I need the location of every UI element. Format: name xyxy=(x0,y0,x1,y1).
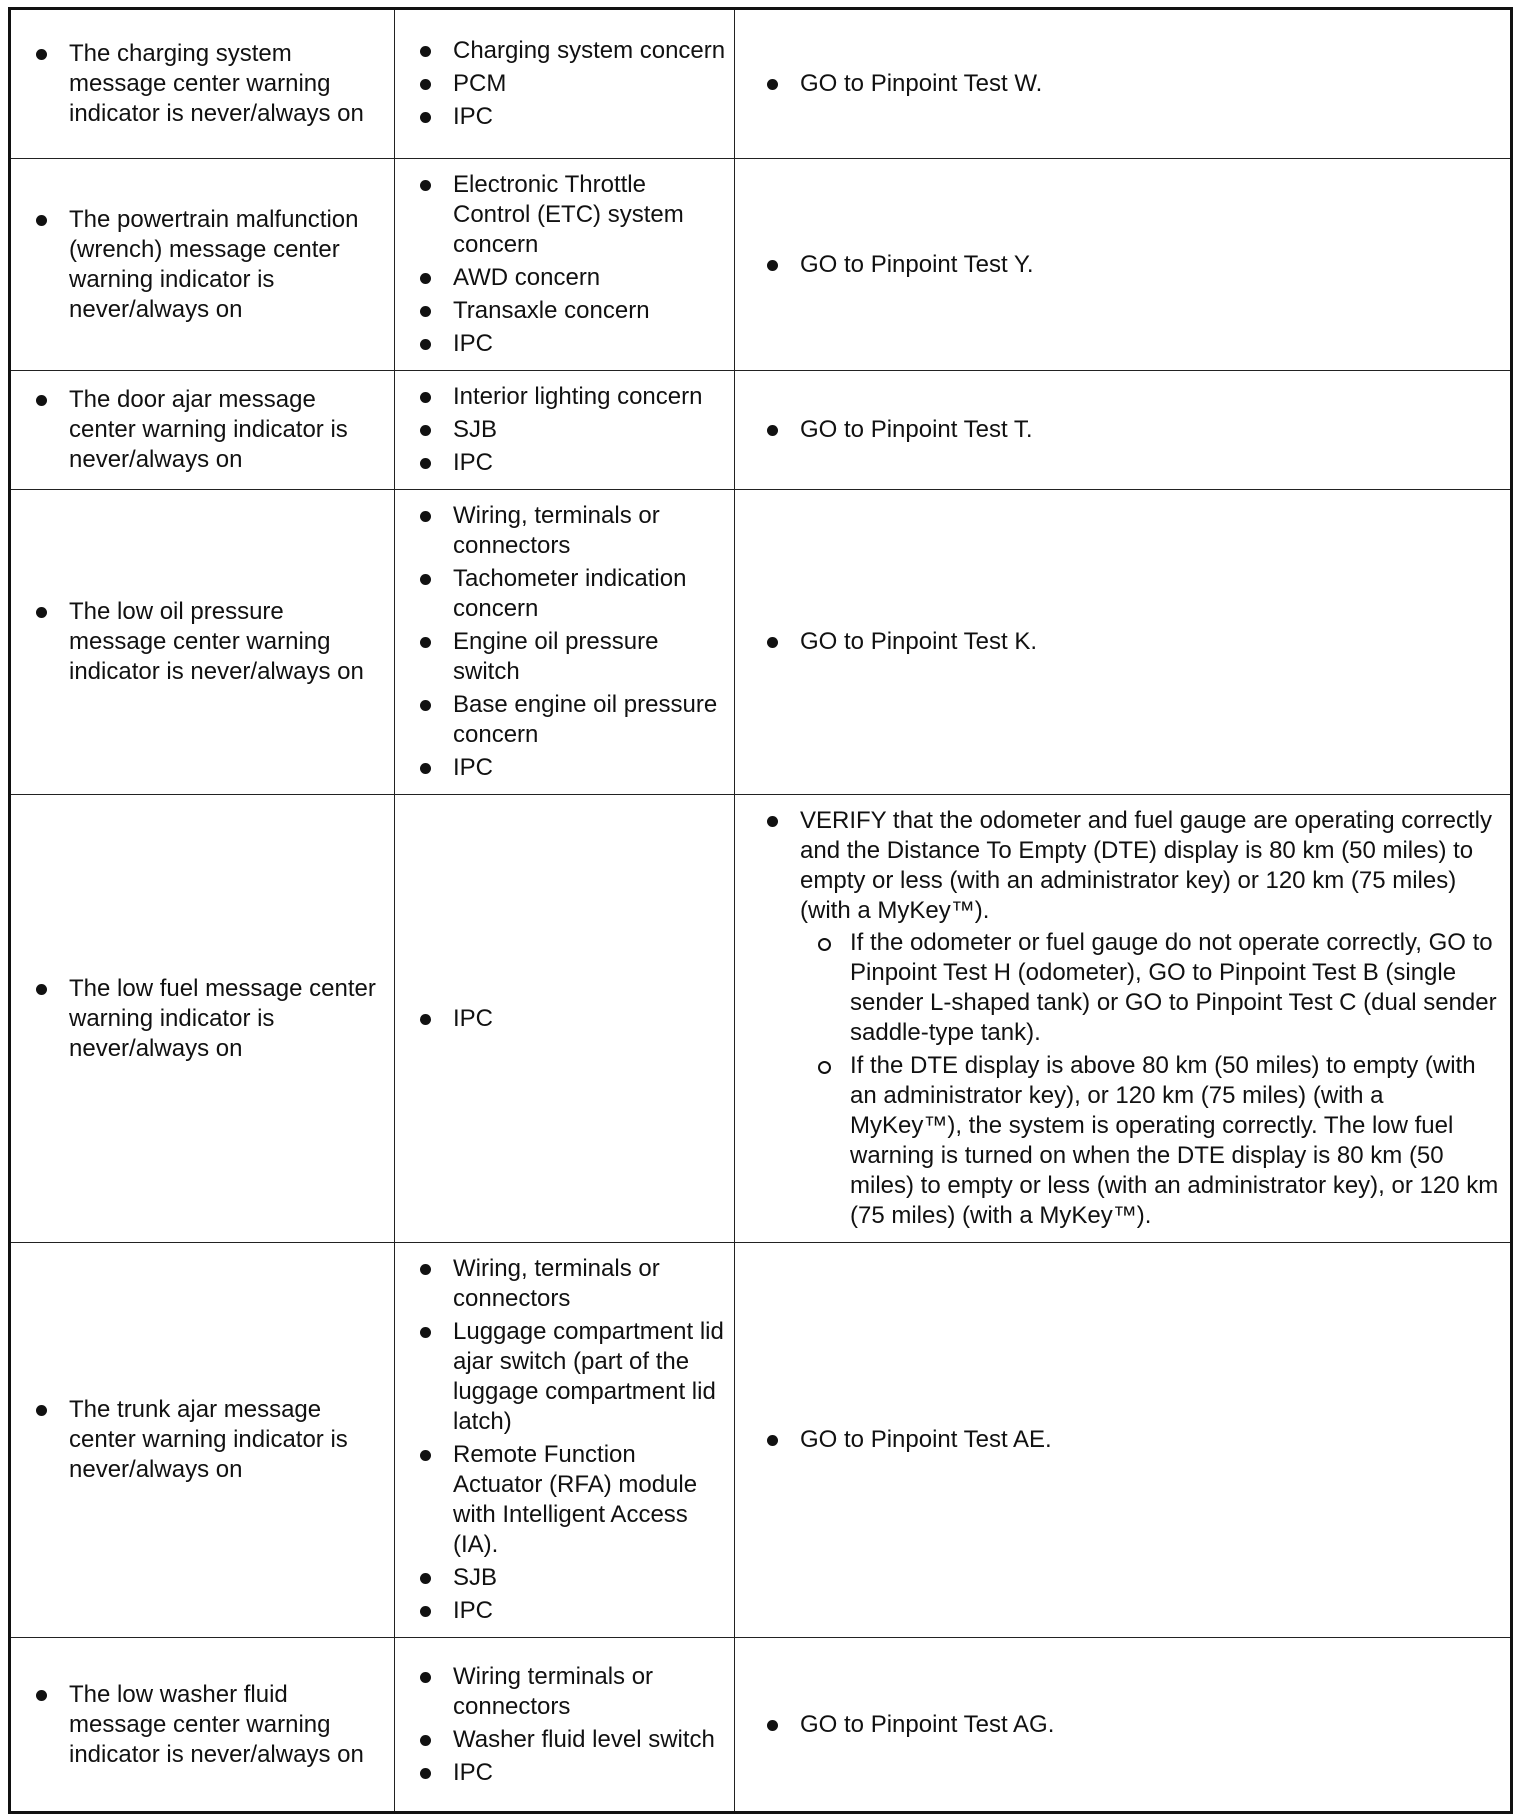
symptom-cell xyxy=(10,795,395,1243)
possible-source-item: IPC xyxy=(403,329,726,359)
symptom-text: The low fuel message center warning indicator is never/always on xyxy=(19,974,386,1064)
possible-source-item: Electronic Throttle Control (ETC) system concern xyxy=(403,170,726,260)
table-row xyxy=(10,795,1512,1243)
action-cell xyxy=(735,490,1512,795)
possible-source-cell xyxy=(395,159,735,371)
table-row xyxy=(10,1638,1512,1813)
symptom-cell xyxy=(10,371,395,490)
action-cell xyxy=(735,1638,1512,1813)
possible-source-item: Engine oil pressure switch xyxy=(403,627,726,687)
possible-source-item: Transaxle concern xyxy=(403,296,726,326)
possible-source-item: Wiring, terminals or connectors xyxy=(403,1254,726,1314)
possible-source-item: Wiring terminals or connectors xyxy=(403,1662,726,1722)
possible-source-item: IPC xyxy=(403,1758,726,1788)
action-text: GO to Pinpoint Test Y. xyxy=(743,250,1502,280)
symptom-cell xyxy=(10,490,395,795)
symptom-text: The powertrain malfunction (wrench) message center warning indicator is never/always on xyxy=(19,205,386,325)
possible-source-cell xyxy=(395,371,735,490)
possible-source-item: Luggage compartment lid ajar switch (part of the luggage compartment lid latch) xyxy=(403,1317,726,1437)
table-row xyxy=(10,371,1512,490)
action-text: GO to Pinpoint Test W. xyxy=(743,69,1502,99)
action-item xyxy=(743,806,1502,1231)
symptom-text: The low washer fluid message center warning indicator is never/always on xyxy=(19,1680,386,1770)
possible-source-item: SJB xyxy=(403,1563,726,1593)
table-row xyxy=(10,159,1512,371)
action-text: GO to Pinpoint Test AE. xyxy=(743,1425,1502,1455)
action-cell xyxy=(735,9,1512,159)
action-cell xyxy=(735,1243,1512,1638)
table-row xyxy=(10,9,1512,159)
possible-source-item: Remote Function Actuator (RFA) module with Intelligent Access (IA). xyxy=(403,1440,726,1560)
action-text: GO to Pinpoint Test AG. xyxy=(743,1710,1502,1740)
possible-source-item: Wiring, terminals or connectors xyxy=(403,501,726,561)
possible-source-cell xyxy=(395,1638,735,1813)
symptom-text: The door ajar message center warning indicator is never/always on xyxy=(19,385,386,475)
possible-source-item: Base engine oil pressure concern xyxy=(403,690,726,750)
symptom-chart-body xyxy=(10,9,1512,1813)
action-cell xyxy=(735,371,1512,490)
sub-action-item: If the odometer or fuel gauge do not operate correctly, GO to Pinpoint Test H (odometer), GO to Pinpoint Test B (single sender L-shaped tank) or GO to Pinpoint Test C (dual sender saddle-type tank). xyxy=(800,928,1502,1048)
sub-action-item: If the DTE display is above 80 km (50 miles) to empty (with an administrator key), or 120 km (75 miles) (with a MyKey™), the system is operating correctly. The low fuel warning is turned on when the DTE display is 80 km (50 miles) to empty or less (with an administrator key), or 120 km (75 miles) (with a MyKey™). xyxy=(800,1051,1502,1231)
action-cell xyxy=(735,159,1512,371)
possible-source-cell xyxy=(395,1243,735,1638)
symptom-text: The low oil pressure message center warning indicator is never/always on xyxy=(19,597,386,687)
table-row xyxy=(10,490,1512,795)
possible-source-item: Washer fluid level switch xyxy=(403,1725,726,1755)
possible-source-item: PCM xyxy=(403,69,726,99)
action-text: VERIFY that the odometer and fuel gauge are operating correctly and the Distance To Empty (DTE) display is 80 km (50 miles) to empty or less (with an administrator key) or 120 km (75 miles) (with a MyKey™). xyxy=(800,807,1492,924)
symptom-cell xyxy=(10,1638,395,1813)
action-cell xyxy=(735,795,1512,1243)
symptom-text: The charging system message center warning indicator is never/always on xyxy=(19,39,386,129)
symptom-cell xyxy=(10,159,395,371)
symptom-cell xyxy=(10,1243,395,1638)
possible-source-item: Charging system concern xyxy=(403,36,726,66)
action-text: GO to Pinpoint Test K. xyxy=(743,627,1502,657)
possible-source-item: Interior lighting concern xyxy=(403,382,726,412)
possible-source-item: Tachometer indication concern xyxy=(403,564,726,624)
possible-source-item: AWD concern xyxy=(403,263,726,293)
action-text: GO to Pinpoint Test T. xyxy=(743,415,1502,445)
table-row xyxy=(10,1243,1512,1638)
possible-source-cell xyxy=(395,9,735,159)
possible-source-cell xyxy=(395,490,735,795)
possible-source-item: SJB xyxy=(403,415,726,445)
possible-source-item: IPC xyxy=(403,1596,726,1626)
symptom-text: The trunk ajar message center warning indicator is never/always on xyxy=(19,1395,386,1485)
possible-source-item: IPC xyxy=(403,753,726,783)
possible-source-item: IPC xyxy=(403,1004,726,1034)
possible-source-item: IPC xyxy=(403,448,726,478)
symptom-cell xyxy=(10,9,395,159)
possible-source-cell xyxy=(395,795,735,1243)
possible-source-item: IPC xyxy=(403,102,726,132)
symptom-chart-table xyxy=(8,7,1513,1814)
